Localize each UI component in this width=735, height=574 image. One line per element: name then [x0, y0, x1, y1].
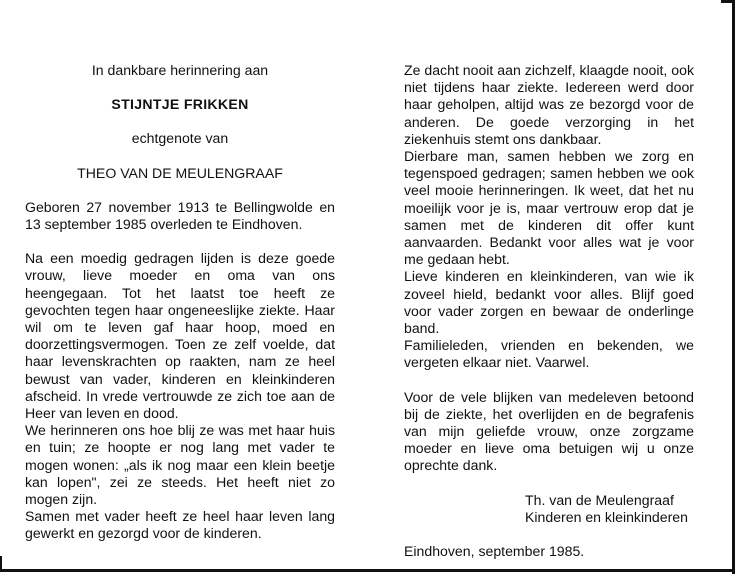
card-border-top	[721, 0, 735, 3]
relation-text: echtgenote van	[131, 130, 229, 147]
spouse-name: THEO VAN DE MEULENGRAAF	[77, 164, 283, 181]
left-paragraph-1: Na een moedig gedragen lijden is deze goede vrouw, lieve moeder en oma van ons heengegaan. Tot het laatst toe heeft ze gevochten tegen haar ongeneeslijke ziekte. Haar wil om te leven gaf haar hoop, moed en doorzettingsvermogen. Toen ze zelf voelde, dat haar levenskrachten op raakten, nam ze heel bewust van vader, kinderen en kleinkinderen afscheid. In vrede vertrouwde ze zich toe aan de Heer van leven en dood.	[25, 250, 335, 422]
signature-husband: Th. van de Meulengraaf	[525, 491, 674, 508]
left-column	[25, 62, 335, 543]
right-paragraph-2: Dierbare man, samen hebben we zorg en tegenspoed gedragen; samen hebben we ook veel mooie herinneringen. Ik weet, dat het nu moeilijk voor je is, maar vertrouw erop dat je samen met de kinderen dit offer kunt aanvaarden. Bedankt voor alles wat je voor me gedaan hebt.	[404, 148, 694, 268]
birth-death-text: Geboren 27 november 1913 te Bellingwolde en 13 september 1985 overleden te Eindhoven.	[25, 198, 335, 233]
left-paragraph-2: We herinneren ons hoe blij ze was met haar huis en tuin; ze hoopte er nog lang met vader te mogen wonen: „als ik nog maar een klein beetje kan lopen", zei ze steeds. Het heeft niet zo mogen zijn.	[25, 422, 335, 508]
right-paragraph-4: Familieleden, vrienden en bekenden, we vergeten elkaar niet. Vaarwel.	[404, 337, 694, 371]
right-paragraph-1: Ze dacht nooit aan zichzelf, klaagde nooit, ook niet tijdens haar ziekte. Iedereen werd door haar geholpen, altijd was ze bezorgd voor de anderen. De goede verzorging in het ziekenhuis stemt ons dankbaar.	[404, 62, 694, 147]
place-date: Eindhoven, september 1985.	[404, 543, 585, 560]
signature-family: Kinderen en kleinkinderen	[525, 508, 688, 525]
card-border-corner	[0, 556, 2, 570]
memorial-heading: In dankbare herinnering aan	[91, 62, 269, 78]
right-paragraph-3: Lieve kinderen en kleinkinderen, van wie ik zoveel hield, bedankt voor alles. Blijf goed voor vader zorgen en bewaar de onderlinge band.	[404, 268, 694, 337]
deceased-name: STIJNTJE FRIKKEN	[111, 96, 249, 113]
left-paragraph-3: Samen met vader heeft ze heel haar leven lang gewerkt en gezorgd voor de kinderen.	[25, 508, 335, 542]
acknowledgement-paragraph: Voor de vele blijken van medeleven betoond bij de ziekte, het overlijden en de begrafenis van mijn geliefde vrouw, onze zorgzame moeder en lieve oma betuigen wij u onze oprechte dank.	[404, 388, 694, 474]
right-column	[404, 62, 694, 560]
card-border-bottom	[0, 569, 735, 572]
